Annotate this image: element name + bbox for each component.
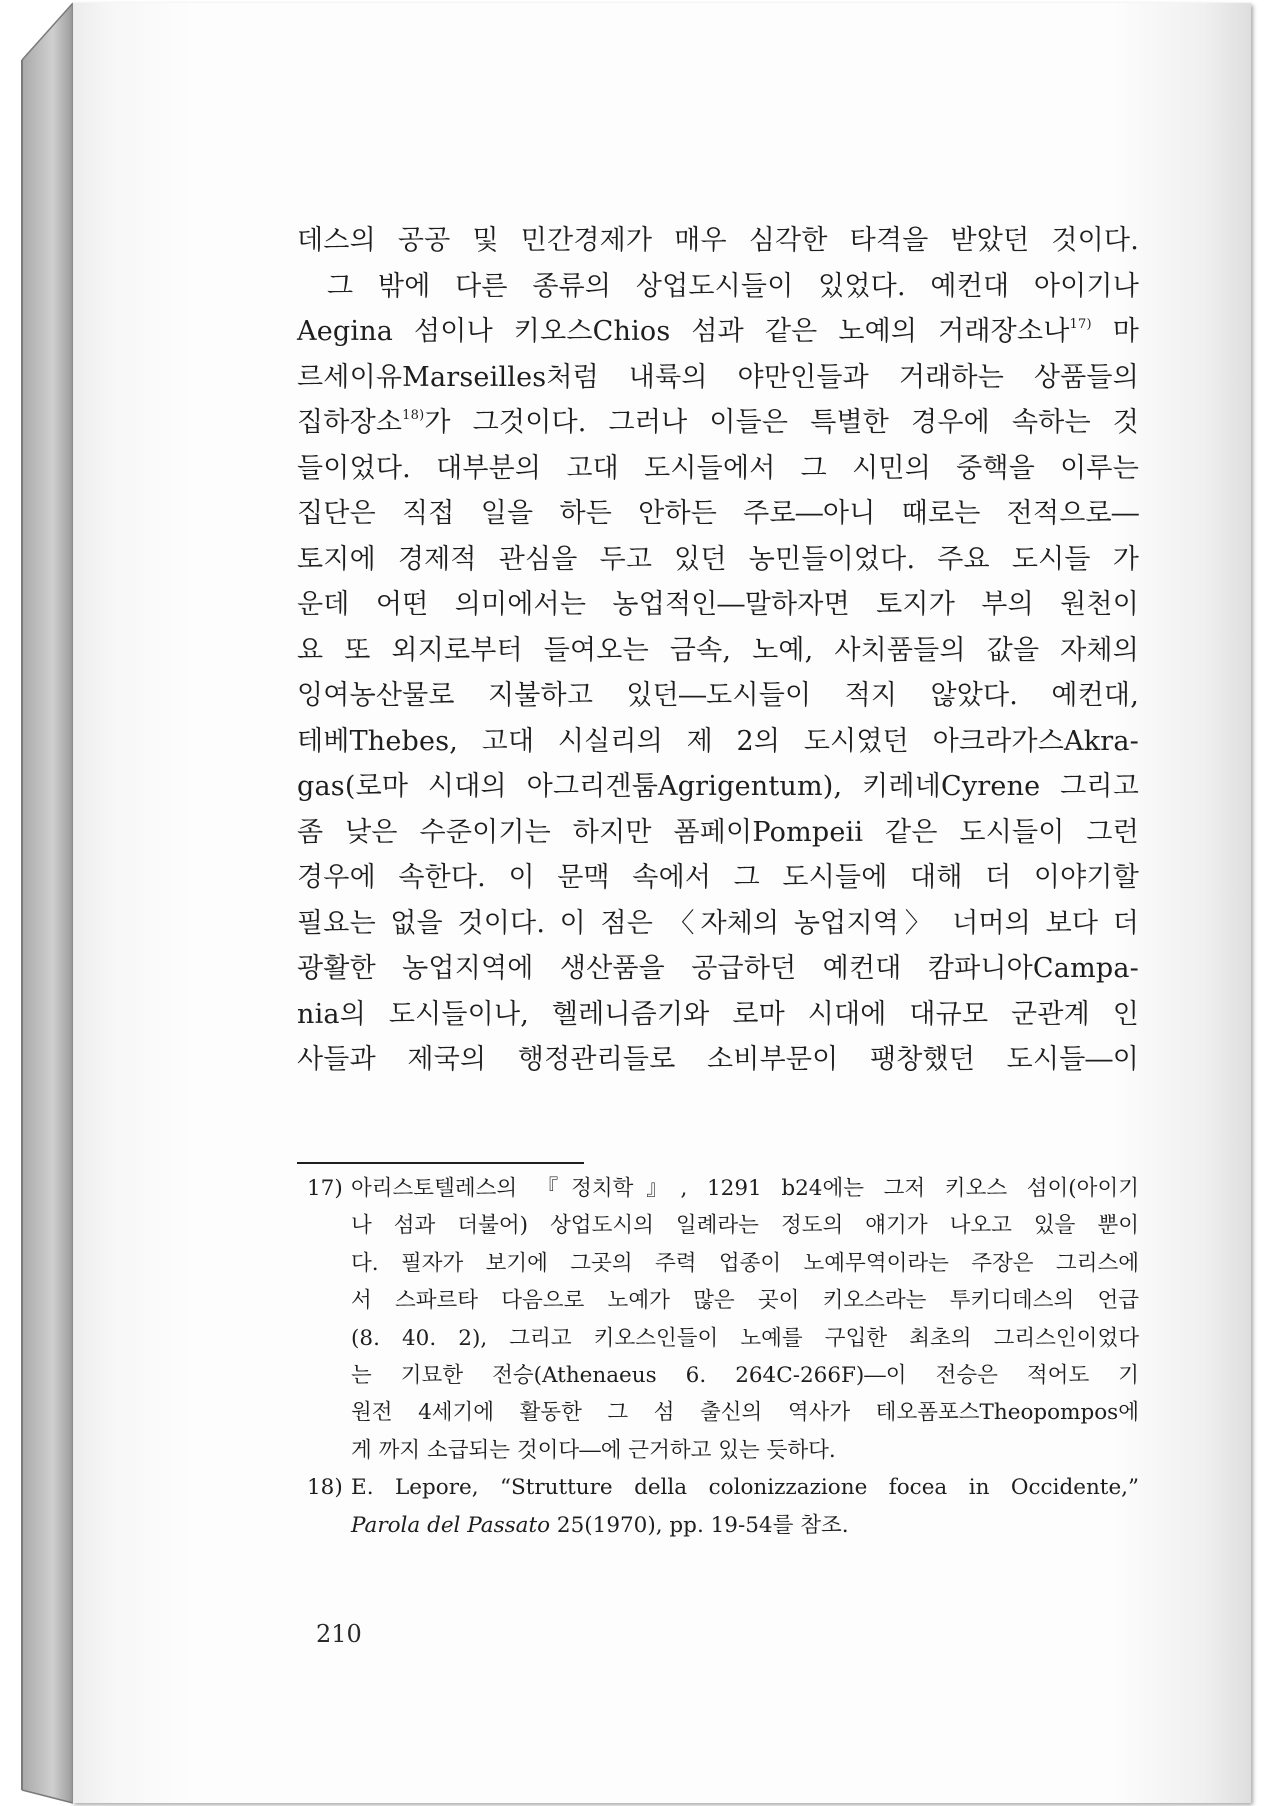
text-line: 필요는 없을 것이다. 이 점은 〈자체의 농업지역〉 너머의 보다 더 bbox=[297, 907, 1139, 939]
footnote-line: (8. 40. 2), 그리고 키오스인들이 노예를 구입한 최초의 그리스인이었다 bbox=[351, 1325, 1139, 1351]
text-line: 요 또 외지로부터 들여오는 금속, 노예, 사치품들의 값을 자체의 bbox=[297, 634, 1139, 666]
footnotes bbox=[307, 1170, 1139, 1544]
footnote-number: 18) bbox=[307, 1475, 343, 1501]
footnote-ref-17[interactable]: 17) bbox=[1069, 317, 1092, 332]
text-line: 집단은 직접 일을 하든 안하든 주로―아니 때로는 전적으로― bbox=[297, 498, 1139, 529]
text-line: 집하장소$^{18)}$가 그것이다. 그러나 이들은 특별한 경우에 속하는 것 bbox=[297, 407, 1139, 438]
text-line: 좀 낮은 수준이기는 하지만 폼페이Pompeii 같은 도시들이 그런 bbox=[297, 816, 1139, 848]
footnote-line: 17) 아리스토텔레스의 『정치학』, 1291 b24에는 그저 키오스 섬이(아이기 bbox=[307, 1170, 1139, 1207]
footnote-number: 17) bbox=[307, 1176, 343, 1201]
footnote-17 bbox=[307, 1170, 1139, 1469]
main-text bbox=[297, 218, 1139, 1083]
footnote-18 bbox=[307, 1469, 1139, 1544]
footnote-ref-18[interactable]: 18) bbox=[402, 408, 425, 423]
page-number: 210 bbox=[316, 1620, 362, 1648]
text-line: 들이었다. 대부분의 고대 도시들에서 그 시민의 중핵을 이루는 bbox=[297, 452, 1139, 484]
text-line: 테베Thebes, 고대 시실리의 제 2의 도시였던 아크라가스Akra- bbox=[297, 725, 1139, 757]
text-line: 광활한 농업지역에 생산품을 공급하던 예컨대 캄파니아Campa- bbox=[297, 953, 1139, 984]
text-line: 경우에 속한다. 이 문맥 속에서 그 도시들에 대해 더 이야기할 bbox=[297, 862, 1139, 893]
footnote-line: Parola del Passato 25(1970), pp. 19-54를 참조. bbox=[351, 1512, 849, 1538]
text-line: nia의 도시들이나, 헬레니즘기와 로마 시대에 대규모 군관계 인 bbox=[297, 998, 1139, 1030]
footnote-line: 다. 필자가 보기에 그곳의 주력 업종이 노예무역이라는 주장은 그리스에 bbox=[351, 1250, 1139, 1276]
footnote-line: 게 까지 소급되는 것이다―에 근거하고 있는 듯하다. bbox=[351, 1437, 836, 1463]
text-line: Aegina 섬이나 키오스Chios 섬과 같은 노예의 거래장소나$^{17)}$ 마 bbox=[297, 316, 1139, 347]
journal-title: Parola del Passato bbox=[351, 1512, 551, 1538]
text-line: 잉여농산물로 지불하고 있던―도시들이 적지 않았다. 예컨대, bbox=[297, 680, 1139, 711]
footnote-line: 18) E. Lepore, “Strutture della colonizzazione focea in Occidente,” bbox=[307, 1469, 1139, 1506]
text-line: 데스의 공공 및 민간경제가 매우 심각한 타격을 받았던 것이다. bbox=[297, 225, 1139, 256]
text-line: 르세이유Marseilles처럼 내륙의 야만인들과 거래하는 상품들의 bbox=[297, 361, 1139, 393]
text-line: 그 밖에 다른 종류의 상업도시들이 있었다. 예컨대 아이기나 bbox=[327, 270, 1139, 302]
text-line: gas(로마 시대의 아그리겐툼Agrigentum), 키레네Cyrene 그리고 bbox=[297, 771, 1139, 802]
text-line: 운데 어떤 의미에서는 농업적인―말하자면 토지가 부의 원천이 bbox=[297, 589, 1139, 620]
footnote-line: 나 섬과 더불어) 상업도시의 일례라는 정도의 얘기가 나오고 있을 뿐이 bbox=[351, 1213, 1139, 1239]
footnote-line: 서 스파르타 다음으로 노예가 많은 곳이 키오스라는 투키디데스의 언급 bbox=[351, 1288, 1139, 1314]
footnote-divider bbox=[297, 1162, 584, 1164]
text-line: 사들과 제국의 행정관리들로 소비부문이 팽창했던 도시들―이 bbox=[297, 1044, 1139, 1075]
footnote-line: 원전 4세기에 활동한 그 섬 출신의 역사가 테오폼포스Theopompos에 bbox=[351, 1400, 1139, 1426]
text-line: 토지에 경제적 관심을 두고 있던 농민들이었다. 주요 도시들 가 bbox=[297, 543, 1139, 575]
footnote-line: 는 기묘한 전승(Athenaeus 6. 264C-266F)―이 전승은 적어도 기 bbox=[351, 1362, 1139, 1388]
